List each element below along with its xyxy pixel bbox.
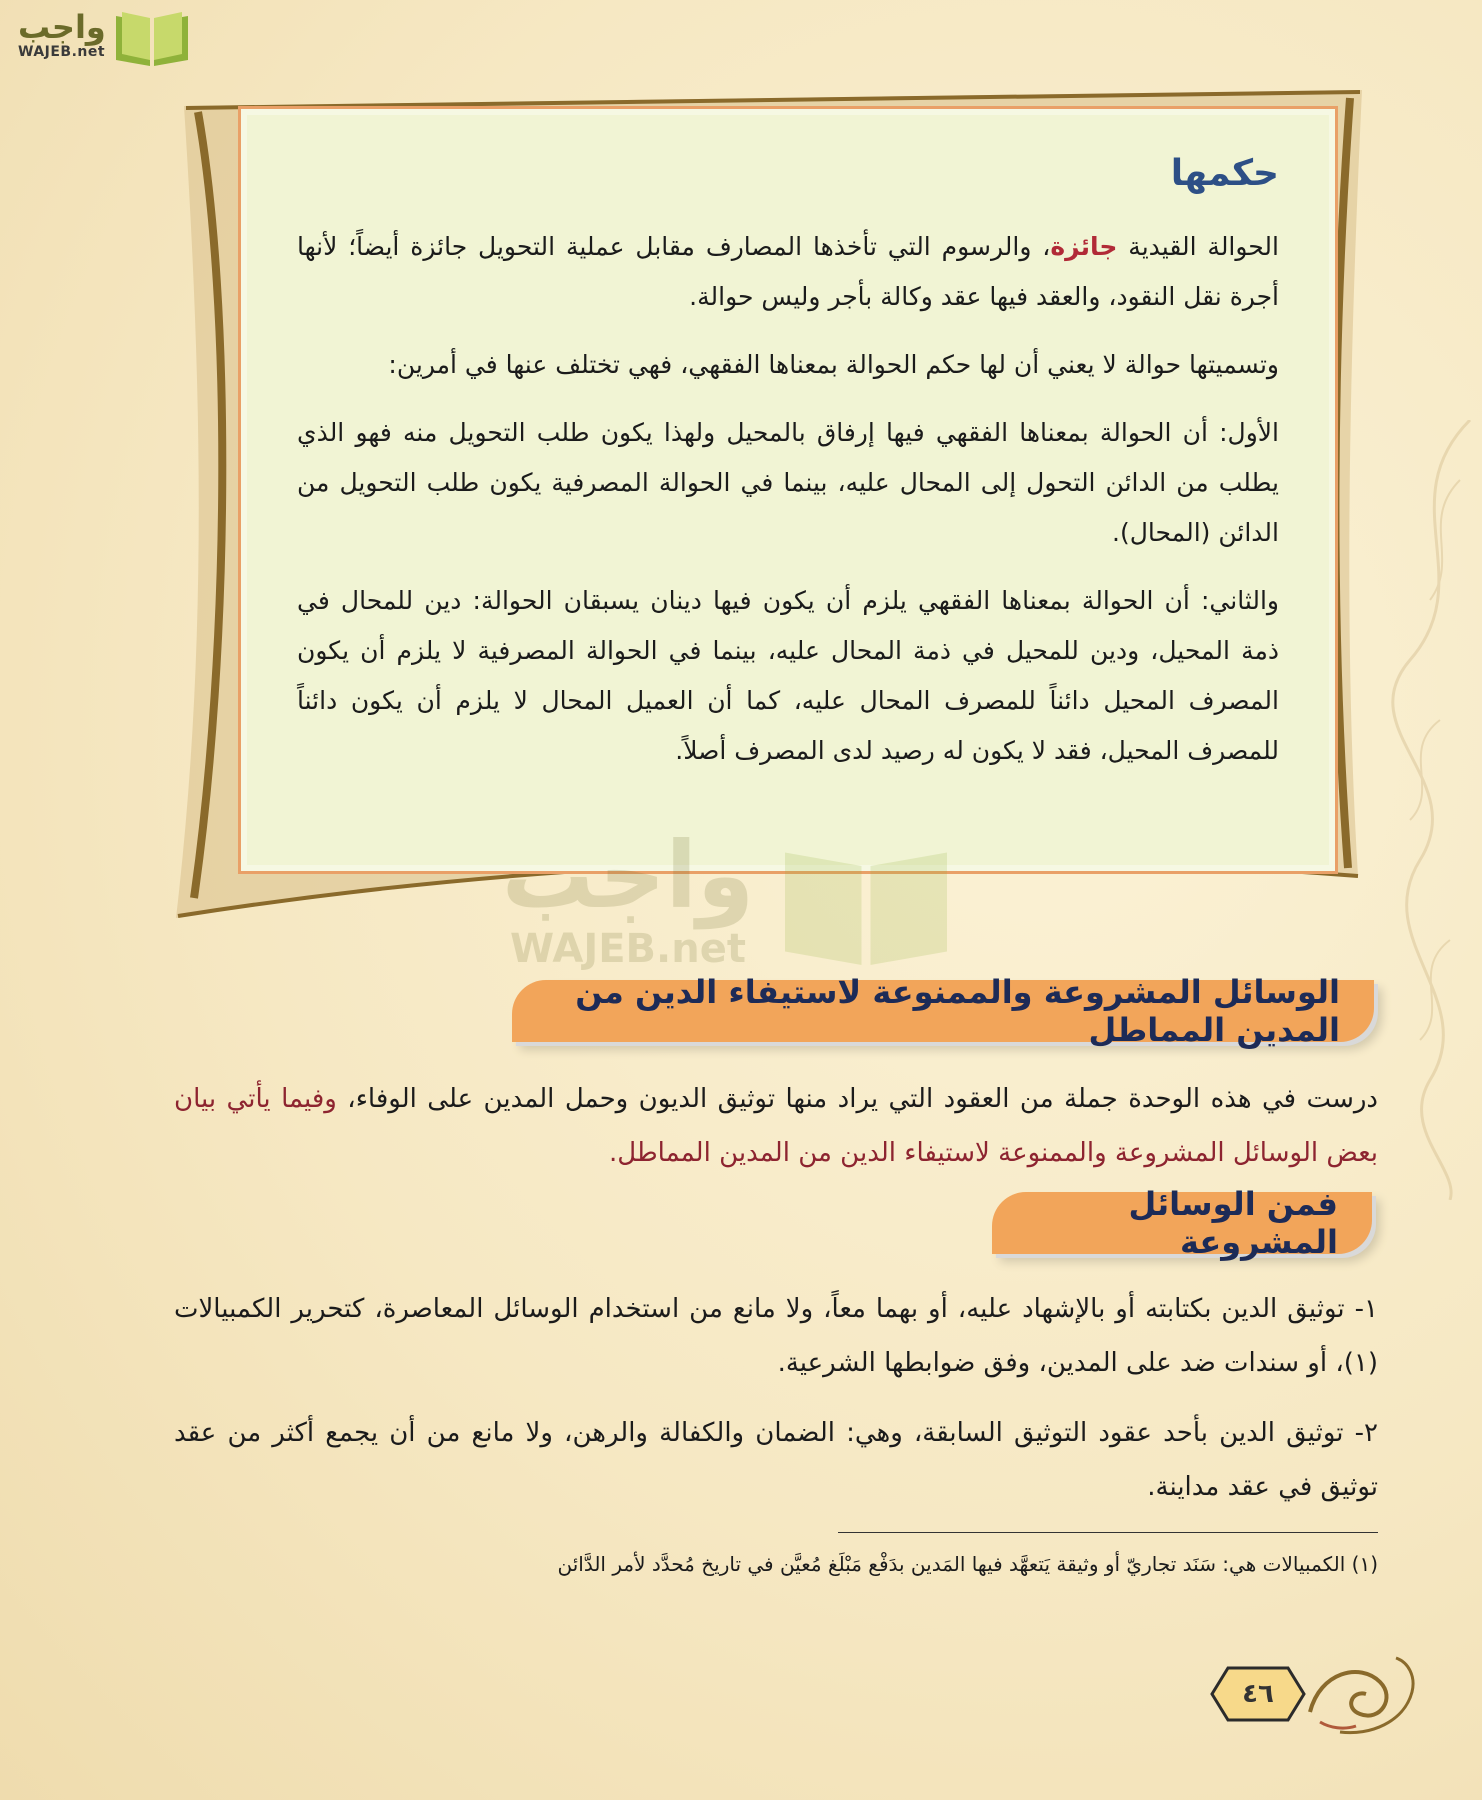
ruling-paragraph-first-difference: الأول: أن الحوالة بمعناها الفقهي فيها إرفاق بالمحيل ولهذا يكون طلب التحويل منه فهو الذي يطلب من الدائن التحول إلى المحال عليه، بينما في الحوالة المصرفية يكون طلب التحويل من الدائن (المحال). <box>297 418 1279 547</box>
footnote-divider <box>838 1532 1378 1533</box>
book-icon <box>112 8 192 68</box>
page-number: ٤٦ <box>1242 1679 1274 1709</box>
intro-highlight: وفيما يأتي بيان بعض الوسائل المشروعة والممنوعة لاستيفاء الدين من المدين المماطل. <box>174 1084 1378 1168</box>
watermark-book-icon <box>776 834 956 970</box>
subsection-title: فمن الوسائل المشروعة <box>1128 1185 1338 1261</box>
wajeb-logo[interactable] <box>8 4 188 68</box>
watermark-arabic: واجب <box>501 822 755 929</box>
page-number-badge <box>1210 1664 1306 1724</box>
ruling-paragraph-second-difference: والثاني: أن الحوالة بمعناها الفقهي يلزم أن يكون فيها دينان يسبقان الحوالة: دين للمحال في ذمة المحيل، ودين للمحيل في ذمة المحال عليه، بينما في الحوالة المصرفية لا يلزم أن يكون المصرف المحيل دائناً للمصرف المحال عليه، كما أن العميل المحال لا يلزم أن يكون دائناً للمصرف المحيل، فقد لا يكون له رصيد لدى المصرف أصلاً. <box>297 586 1279 765</box>
permissible-keyword: جائزة <box>1050 232 1118 261</box>
wajeb-watermark <box>498 822 968 976</box>
corner-ornament <box>1300 1652 1420 1738</box>
ruling-box <box>238 106 1338 874</box>
list-item-2: ٢- توثيق الدين بأحد عقود التوثيق السابقة، وهي: الضمان والكفالة والرهن، ولا مانع من أن يجمع أكثر من عقد توثيق في عقد مداينة. <box>174 1418 1378 1502</box>
ruling-paragraph-2: وتسميتها حوالة لا يعني أن لها حكم الحوالة بمعناها الفقهي، فهي تختلف عنها في أمرين: <box>388 350 1279 379</box>
subsection-title-banner <box>992 1185 1372 1261</box>
watermark-latin: WAJEB.net <box>510 926 746 972</box>
logo-text <box>18 10 106 60</box>
intro-paragraph <box>174 1072 1378 1180</box>
logo-latin: WAJEB.net <box>18 44 106 60</box>
section-title: الوسائل المشروعة والممنوعة لاستيفاء الدين من المدين المماطل <box>575 973 1340 1049</box>
intro-text: درست في هذه الوحدة جملة من العقود التي يراد منها توثيق الديون وحمل المدين على الوفاء، <box>336 1084 1378 1114</box>
footnote: (١) الكمبيالات هي: سَنَد تجاريّ أو وثيقة يَتعهَّد فيها المَدين بدَفْع مَبْلَغ مُعيَّن في تاريخ مُحدَّد لأمر الدَّائن <box>557 1552 1378 1576</box>
logo-arabic: واجب <box>18 8 106 46</box>
ruling-paragraph-1 <box>297 222 1279 322</box>
list-item-1: ١- توثيق الدين بكتابته أو بالإشهاد عليه، أو بهما معاً، ولا مانع من استخدام الوسائل المعاصرة، كتحرير الكمبيالات (١)، أو سندات ضد على المدين، وفق ضوابطها الشرعية. <box>174 1294 1378 1378</box>
box-title: حكمها <box>1170 153 1279 194</box>
ruling-p1-start: الحوالة القيدية <box>1117 232 1279 261</box>
ruling-p1-end: ، والرسوم التي تأخذها المصارف مقابل عملية التحويل جائزة أيضاً؛ لأنها أجرة نقل النقود، والعقد فيها عقد وكالة بأجر وليس حوالة. <box>297 232 1279 311</box>
section-title-banner <box>512 973 1374 1049</box>
